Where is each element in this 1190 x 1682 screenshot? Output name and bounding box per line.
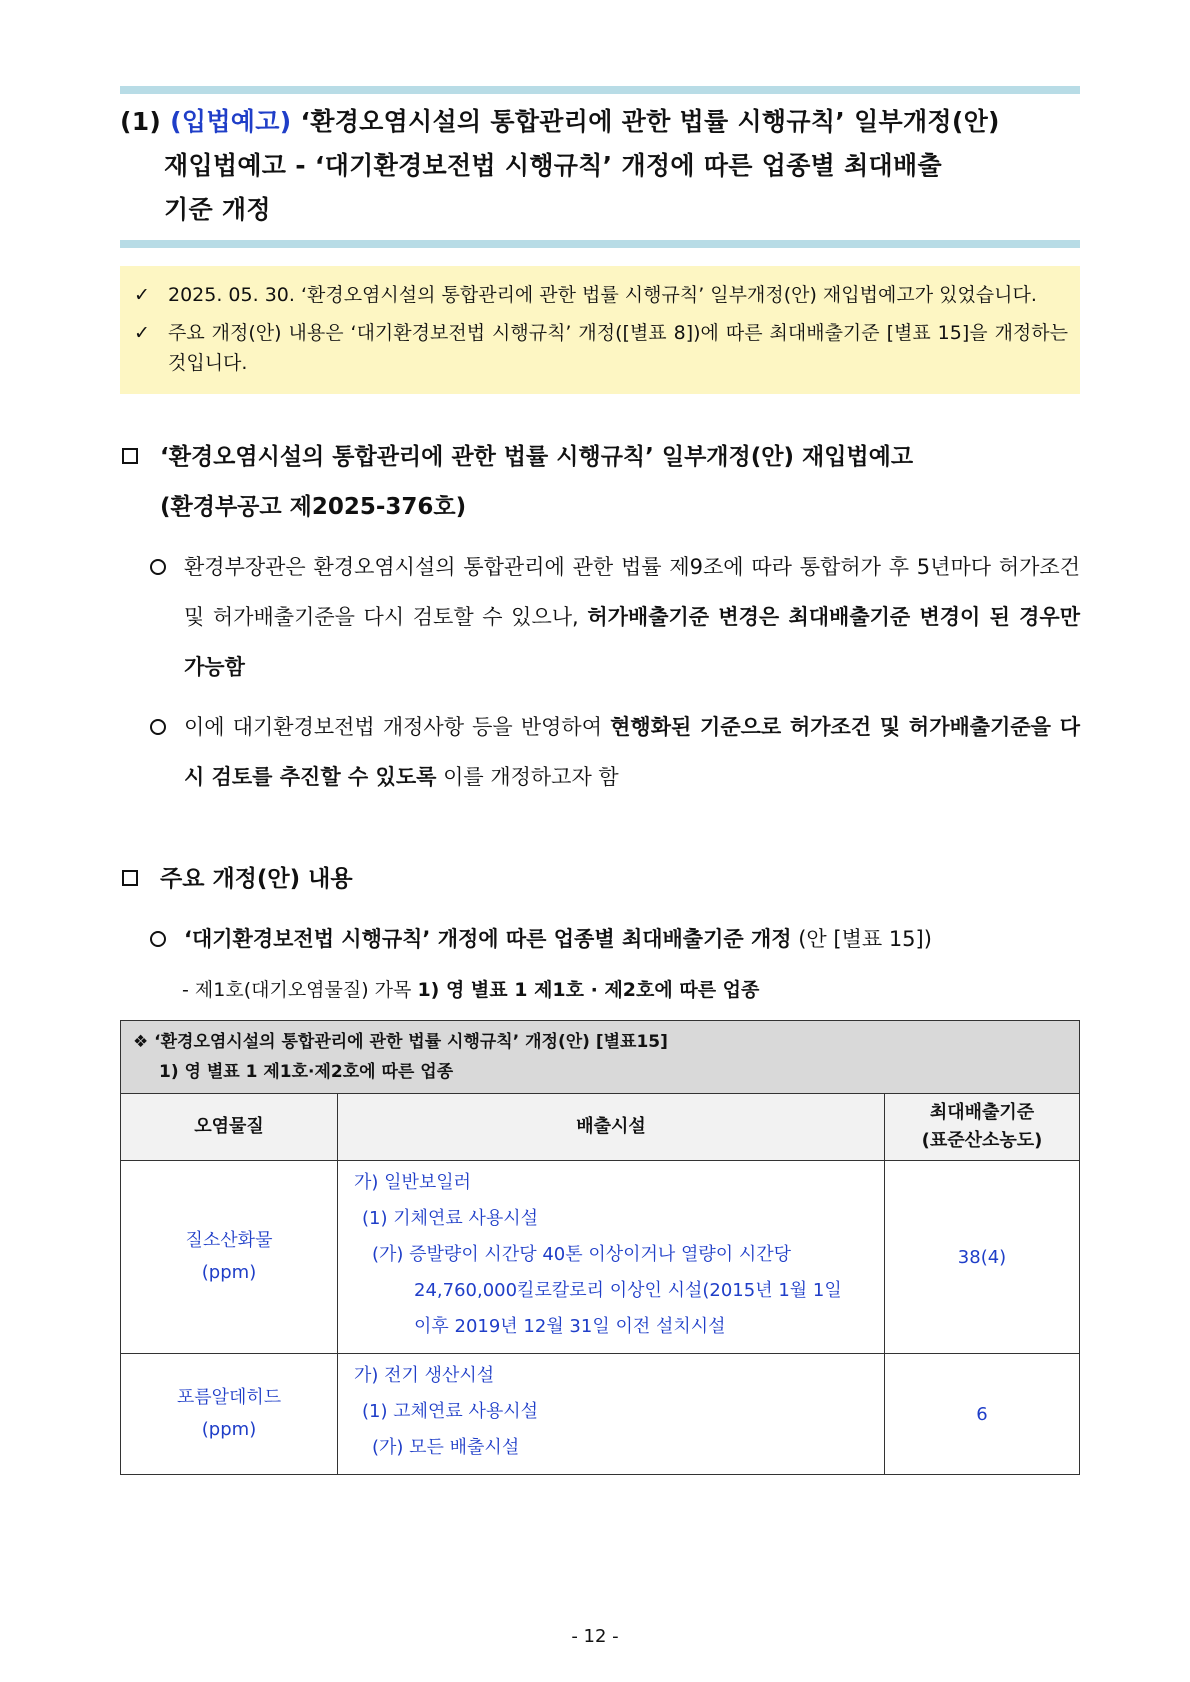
notice-item-text: 주요 개정(안) 내용은 ‘대기환경보전법 시행규칙’ 개정([별표 8])에 따른 최대배출기준 [별표 15]을 개정하는 것입니다.: [168, 322, 1068, 374]
bullet-bold-text: ‘대기환경보전법 시행규칙’ 개정에 따른 업종별 최대배출기준 개정: [184, 927, 792, 951]
bullet-tail-text: 이를 개정하고자 함: [436, 765, 619, 789]
table-row: [121, 1161, 1080, 1354]
circle-bullet-icon: [150, 559, 166, 575]
dash-item: [120, 970, 1080, 1010]
facility-line: 이후 2019년 12월 31일 이전 설치시설: [414, 1316, 726, 1337]
bullet-bold-text: 현행화된 기준으로 허가조건 및 허가배출기준을 다시 검토를 추진할 수 있도록: [184, 715, 1080, 789]
title-tag: (입법예고): [170, 107, 292, 136]
table-caption-line-1: ❖ ‘환경오염시설의 통합관리에 관한 법률 시행규칙’ 개정(안) [별표15]: [133, 1032, 668, 1052]
circle-bullet-icon: [150, 719, 166, 735]
facility-cell: [338, 1161, 885, 1354]
section-heading: [120, 432, 1080, 482]
section-heading-text: ‘환경오염시설의 통합관리에 관한 법률 시행규칙’ 일부개정(안) 재입법예고: [160, 444, 914, 470]
title-bottom-bar: [120, 240, 1080, 248]
header-pollutant: 오염물질: [121, 1094, 338, 1161]
header-facility: 배출시설: [338, 1094, 885, 1161]
check-icon: ✓: [134, 322, 150, 344]
bullet-bold-text: 허가배출기준 변경은 최대배출기준 변경이 된 경우만 가능함: [184, 605, 1080, 679]
bullet-text: [184, 542, 1080, 692]
section-heading: [120, 854, 1080, 904]
title-number: (1): [120, 107, 162, 136]
square-bullet-icon: [122, 870, 138, 886]
bullet-tail-text: (안 [별표 15]): [791, 927, 932, 951]
header-max-standard: [885, 1094, 1080, 1161]
title-line-3: 기준 개정: [164, 195, 271, 224]
section-repromulgation: [120, 432, 1080, 802]
circle-bullet-icon: [150, 931, 166, 947]
title-line-2: 재입법예고 - ‘대기환경보전법 시행규칙’ 개정에 따른 업종별 최대배출: [164, 151, 942, 180]
emission-standard-table: [120, 1020, 1080, 1475]
notice-item: [134, 280, 1068, 310]
facility-line: 가) 전기 생산시설: [354, 1365, 495, 1386]
bullet-text: [184, 914, 1080, 964]
title-top-bar: [120, 86, 1080, 94]
dash-normal-text: - 제1호(대기오염물질) 가목: [182, 979, 418, 1001]
pollutant-name: 질소산화물: [185, 1230, 273, 1251]
page-number: - 12 -: [571, 1626, 619, 1647]
check-icon: ✓: [134, 284, 150, 306]
pollutant-unit: (ppm): [201, 1262, 257, 1283]
bullet-normal-text: 이에 대기환경보전법 개정사항 등을 반영하여: [184, 715, 611, 739]
pollutant-name: 포름알데히드: [176, 1387, 282, 1408]
section-main-changes: [120, 854, 1080, 1010]
pollutant-unit: (ppm): [201, 1419, 257, 1440]
header-max-standard-line-2: (표준산소농도): [921, 1130, 1043, 1151]
title-line-1: [120, 100, 1080, 144]
table-caption-line-2: 1) 영 별표 1 제1호·제2호에 따른 업종: [159, 1062, 454, 1082]
facility-line: (1) 고체연료 사용시설: [362, 1401, 539, 1422]
bullet-text: [184, 702, 1080, 802]
section-heading-text: 주요 개정(안) 내용: [160, 866, 353, 892]
header-max-standard-line-1: 최대배출기준: [929, 1102, 1035, 1123]
facility-line: (가) 증발량이 시간당 40톤 이상이거나 열량이 시간당: [372, 1244, 792, 1265]
max-standard-value: 38(4): [885, 1161, 1080, 1354]
table-row: [121, 1354, 1080, 1475]
facility-line: (1) 기체연료 사용시설: [362, 1208, 539, 1229]
title-line-1-text: ‘환경오염시설의 통합관리에 관한 법률 시행규칙’ 일부개정(안): [300, 107, 1000, 136]
circle-bullet-item: [120, 702, 1080, 802]
facility-cell: [338, 1354, 885, 1475]
document-page: [120, 86, 1080, 1475]
circle-bullet-item: [120, 914, 1080, 964]
dash-bold-text: 1) 영 별표 1 제1호 · 제2호에 따른 업종: [417, 979, 760, 1001]
max-standard-value: 6: [885, 1354, 1080, 1475]
circle-bullet-item: [120, 542, 1080, 692]
table-caption-row: [121, 1021, 1080, 1094]
bullet-normal-text: 환경부장관은 환경오염시설의 통합관리에 관한 법률 제9조에 따라 통합허가 후 5년마다 허가조건 및 허가배출기준을 다시 검토할 수 있으나,: [184, 555, 1080, 629]
square-bullet-icon: [122, 448, 138, 464]
table-caption: [121, 1021, 1080, 1094]
table-header-row: [121, 1094, 1080, 1161]
pollutant-cell: [121, 1354, 338, 1475]
section-subheading: (환경부공고 제2025-376호): [160, 494, 467, 520]
notice-item: [134, 318, 1068, 378]
facility-line: 24,760,000킬로칼로리 이상인 시설(2015년 1월 1일: [414, 1280, 842, 1301]
pollutant-cell: [121, 1161, 338, 1354]
notice-box: [120, 266, 1080, 394]
document-title: [120, 94, 1080, 240]
facility-line: 가) 일반보일러: [354, 1172, 472, 1193]
facility-line: (가) 모든 배출시설: [372, 1437, 520, 1458]
notice-item-text: 2025. 05. 30. ‘환경오염시설의 통합관리에 관한 법률 시행규칙’ 일부개정(안) 재입법예고가 있었습니다.: [168, 284, 1037, 306]
